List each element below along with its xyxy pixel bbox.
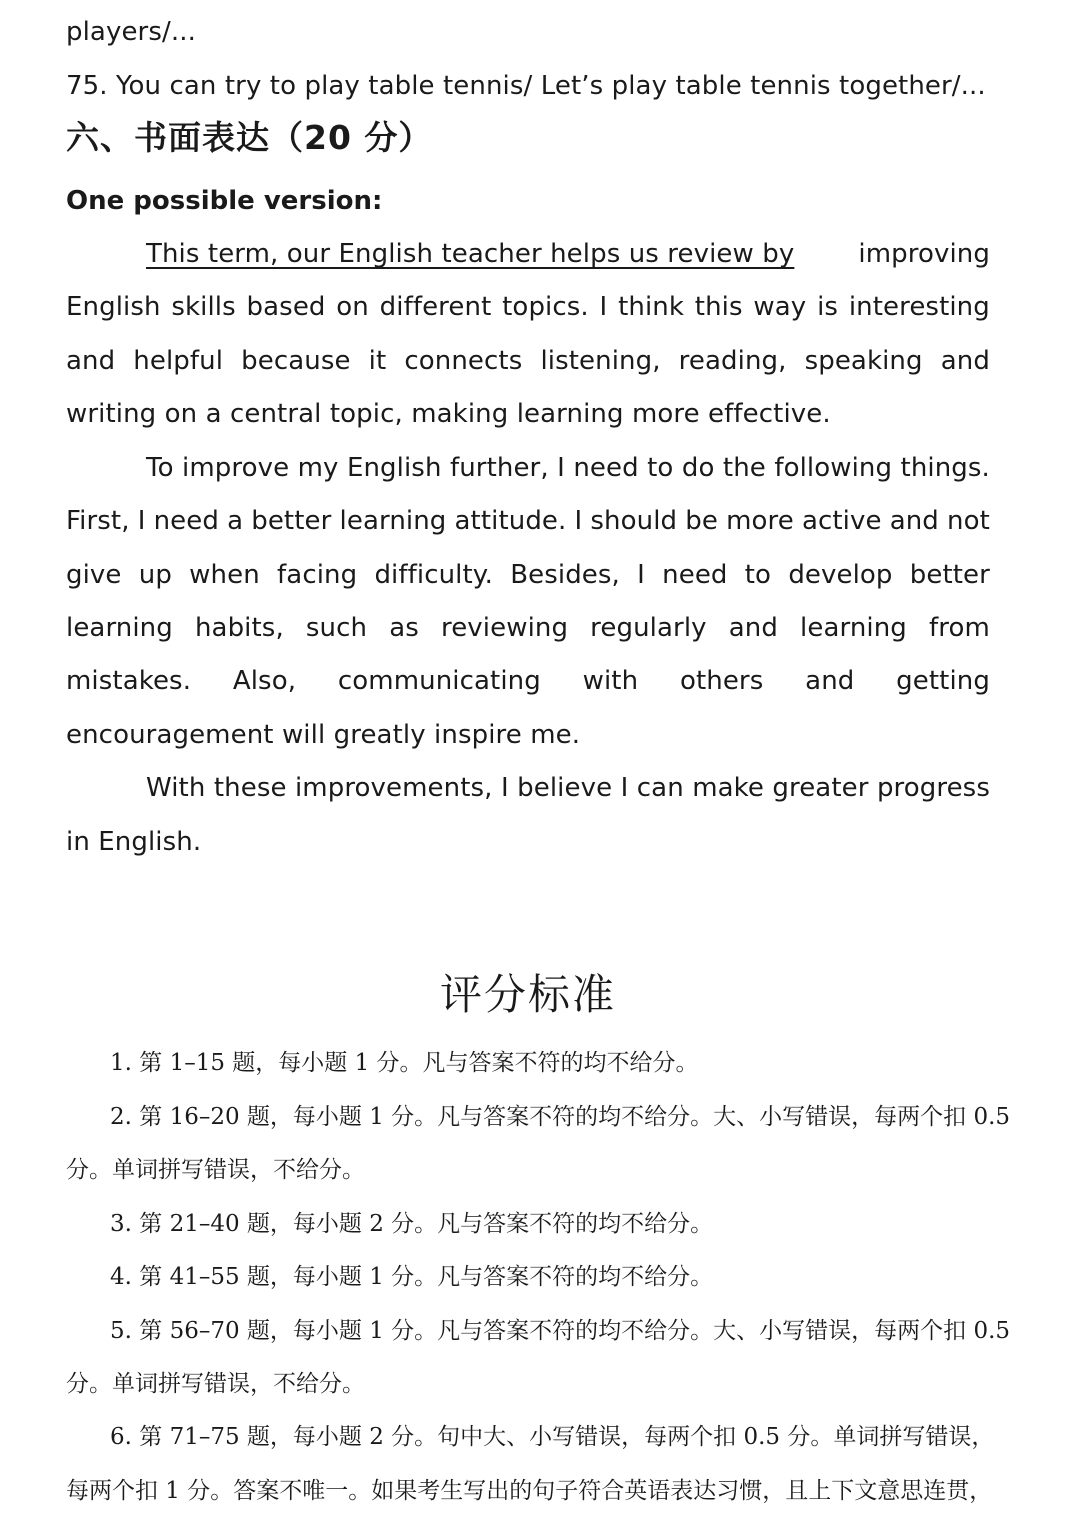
essay-word: should — [590, 506, 678, 536]
essay-word: and — [728, 613, 778, 643]
essay-word: English — [346, 453, 442, 483]
essay-word: from — [929, 613, 990, 643]
essay-word: with — [582, 666, 639, 696]
essay-p2-line2 — [66, 495, 990, 549]
scoring-rule-2-line2: 分。单词拼写错误，不给分。 — [66, 1157, 365, 1183]
essay-word: develop — [788, 560, 893, 590]
essay-p1-line3 — [66, 335, 990, 389]
scoring-rule-3: 3. 第 21–40 题，每小题 2 分。凡与答案不符的均不给分。 — [110, 1211, 714, 1237]
scoring-rule-4: 4. 第 41–55 题，每小题 1 分。凡与答案不符的均不给分。 — [110, 1264, 714, 1290]
essay-word: I — [557, 453, 565, 483]
essay-word: way — [753, 292, 807, 322]
essay-word: things. — [900, 453, 990, 483]
essay-word: active — [801, 506, 882, 536]
essay-word: think — [618, 292, 685, 322]
essay-word: Besides, — [510, 560, 620, 590]
essay-word: more — [726, 506, 794, 536]
essay-word: I — [500, 773, 509, 803]
essay-word: improvements, — [294, 773, 493, 803]
essay-word: as — [389, 613, 419, 643]
scoring-rule-5-line2: 分。单词拼写错误，不给分。 — [66, 1371, 365, 1397]
essay-word: I — [620, 773, 629, 803]
essay-word: further, — [449, 453, 549, 483]
essay-word: to — [647, 453, 674, 483]
essay-word: First, — [66, 506, 130, 536]
essay-word: my — [297, 453, 339, 483]
scoring-rule-1: 1. 第 1–15 题，每小题 1 分。凡与答案不符的均不给分。 — [110, 1050, 699, 1076]
essay-word: be — [685, 506, 718, 536]
essay-word: and — [66, 346, 116, 376]
essay-word: not — [947, 506, 990, 536]
scoring-rule-5-line1: 5. 第 56–70 题，每小题 1 分。凡与答案不符的均不给分。大、小写错误，每两个扣 0.5 — [110, 1318, 1011, 1344]
essay-word: speaking — [804, 346, 923, 376]
essay-word: helpful — [133, 346, 224, 376]
essay-word: To — [146, 453, 174, 483]
essay-word: and — [805, 666, 855, 696]
essay-word: make — [692, 773, 764, 803]
essay-p2-line5 — [66, 655, 990, 709]
essay-word: it — [368, 346, 387, 376]
essay-word: learning — [339, 506, 447, 536]
essay-word: progress — [876, 773, 990, 803]
essay-word: getting — [896, 666, 990, 696]
scoring-rule-6-line2: 每两个扣 1 分。答案不唯一。如果考生写出的句子符合英语表达习惯，且上下文意思连贯， — [66, 1478, 993, 1504]
scoring-rule-6-line1: 6. 第 71–75 题，每小题 2 分。句中大、小写错误，每两个扣 0.5 分。单词拼写错误， — [110, 1424, 995, 1450]
essay-word: improve — [182, 453, 290, 483]
essay-p3-line2: in English. — [66, 827, 202, 857]
essay-word: on — [336, 292, 369, 322]
essay-word: do — [681, 453, 715, 483]
essay-word: English — [66, 292, 161, 322]
essay-word: habits, — [194, 613, 284, 643]
essay-word: With — [146, 773, 206, 803]
essay-word: mistakes. — [66, 666, 192, 696]
essay-word: others — [679, 666, 764, 696]
essay-p3-line1 — [146, 762, 990, 816]
scoring-title: 评分标准 — [439, 970, 616, 1019]
essay-p2-line1 — [146, 442, 990, 496]
version-label: One possible version: — [66, 186, 383, 216]
essay-word: connects — [404, 346, 523, 376]
essay-word: I — [599, 292, 608, 322]
essay-word: a — [227, 506, 244, 536]
essay-word: greater — [772, 773, 869, 803]
scoring-rule-2-line1: 2. 第 16–20 题，每小题 1 分。凡与答案不符的均不给分。大、小写错误，每两个扣 0.5 — [110, 1104, 1011, 1130]
essay-p2-line3 — [66, 549, 990, 603]
essay-word: give — [66, 560, 122, 590]
essay-word: skills — [171, 292, 236, 322]
essay-word: and — [940, 346, 990, 376]
essay-word: need — [573, 453, 639, 483]
essay-p1-line2 — [66, 281, 990, 335]
essay-word: learning — [66, 613, 173, 643]
essay-word: I — [137, 506, 146, 536]
essay-word: these — [213, 773, 287, 803]
essay-word: can — [636, 773, 684, 803]
essay-word: because — [241, 346, 351, 376]
essay-word: following — [774, 453, 893, 483]
essay-word: and — [889, 506, 939, 536]
essay-word: different — [379, 292, 492, 322]
essay-word: is — [817, 292, 839, 322]
essay-word: listening, — [540, 346, 661, 376]
essay-p2-line4 — [66, 602, 990, 656]
essay-word: when — [189, 560, 260, 590]
essay-word: communicating — [337, 666, 541, 696]
essay-word: the — [722, 453, 766, 483]
essay-word: attitude. — [454, 506, 567, 536]
essay-underlined-opening: This term, our English teacher helps us review by — [146, 239, 795, 269]
essay-word: need — [662, 560, 728, 590]
answer-line-75: 75. You can try to play table tennis/ Let’s play table tennis together/... — [66, 71, 986, 101]
writing-section-heading: 六、书面表达（20 分） — [66, 118, 433, 157]
essay-word: believe — [517, 773, 613, 803]
essay-word: facing — [277, 560, 358, 590]
essay-word: better — [251, 506, 332, 536]
essay-word: to — [744, 560, 772, 590]
essay-word: topics. — [502, 292, 589, 322]
essay-word: I — [574, 506, 583, 536]
essay-word: regularly — [590, 613, 707, 643]
essay-word: reviewing — [440, 613, 569, 643]
essay-word: better — [909, 560, 990, 590]
essay-word: I — [637, 560, 645, 590]
essay-word: such — [305, 613, 368, 643]
essay-p1-line1-rest: improving — [858, 239, 990, 269]
essay-word: based — [246, 292, 326, 322]
essay-word: reading, — [678, 346, 787, 376]
essay-word: up — [138, 560, 172, 590]
essay-p2-line6: encouragement will greatly inspire me. — [66, 720, 581, 750]
answer-line-players: players/... — [66, 17, 196, 47]
essay-word: interesting — [848, 292, 990, 322]
essay-p1-line4: writing on a central topic, making learning more effective. — [66, 399, 831, 429]
essay-word: Also, — [232, 666, 297, 696]
essay-word: need — [153, 506, 219, 536]
essay-p1-line1 — [146, 228, 990, 282]
essay-word: difficulty. — [374, 560, 493, 590]
essay-word: learning — [800, 613, 907, 643]
essay-word: this — [694, 292, 743, 322]
